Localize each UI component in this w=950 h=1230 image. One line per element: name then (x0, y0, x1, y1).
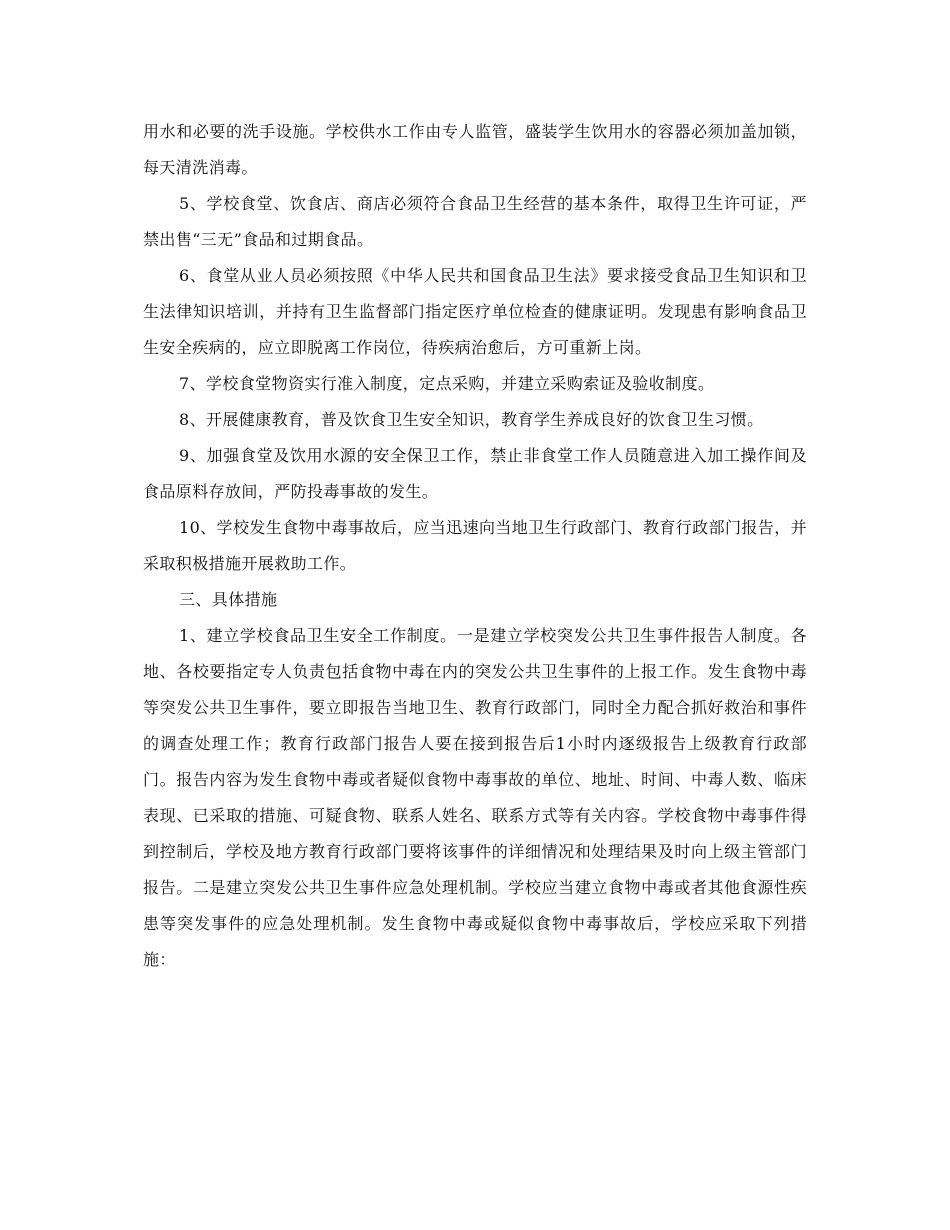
section-heading: 三、具体措施 (179, 590, 278, 609)
paragraph: 用水和必要的洗手设施。学校供水工作由专人监管，盛装学生饮用水的容器必须加盖加锁，每天清洗消毒。 (143, 122, 807, 177)
paragraph: 7、学校食堂物资实行准入制度，定点采购，并建立采购索证及验收制度。 (179, 374, 715, 393)
paragraph: 5、学校食堂、饮食店、商店必须符合食品卫生经营的基本条件，取得卫生许可证，严禁出售“三无”食品和过期食品。 (143, 194, 807, 249)
document-body (143, 114, 807, 978)
paragraph: 10、学校发生食物中毒事故后，应当迅速向当地卫生行政部门、教育行政部门报告，并采取积极措施开展救助工作。 (143, 518, 807, 573)
paragraph: 1、建立学校食品卫生安全工作制度。一是建立学校突发公共卫生事件报告人制度。各地、各校要指定专人负责包括食物中毒在内的突发公共卫生事件的上报工作。发生食物中毒等突发公共卫生事件，要立即报告当地卫生、教育行政部门，同时全力配合抓好救治和事件的调查处理工作；教育行政部门报告人要在接到报告后1小时内逐级报告上级教育行政部门。报告内容为发生食物中毒或者疑似食物中毒事故的单位、地址、时间、中毒人数、临床表现、已采取的措施、可疑食物、联系人姓名、联系方式等有关内容。学校食物中毒事件得到控制后，学校及地方教育行政部门要将该事件的详细情况和处理结果及时向上级主管部门报告。二是建立突发公共卫生事件应急处理机制。学校应当建立食物中毒或者其他食源性疾患等突发事件的应急处理机制。发生食物中毒或疑似食物中毒事故后，学校应采取下列措施： (143, 626, 807, 969)
paragraph: 9、加强食堂及饮用水源的安全保卫工作，禁止非食堂工作人员随意进入加工操作间及食品原料存放间，严防投毒事故的发生。 (143, 446, 807, 501)
paragraph: 8、开展健康教育，普及饮食卫生安全知识，教育学生养成良好的饮食卫生习惯。 (179, 410, 764, 429)
paragraph: 6、食堂从业人员必须按照《中华人民共和国食品卫生法》要求接受食品卫生知识和卫生法律知识培训，并持有卫生监督部门指定医疗单位检查的健康证明。发现患有影响食品卫生安全疾病的，应立即脱离工作岗位，待疾病治愈后，方可重新上岗。 (143, 266, 807, 357)
